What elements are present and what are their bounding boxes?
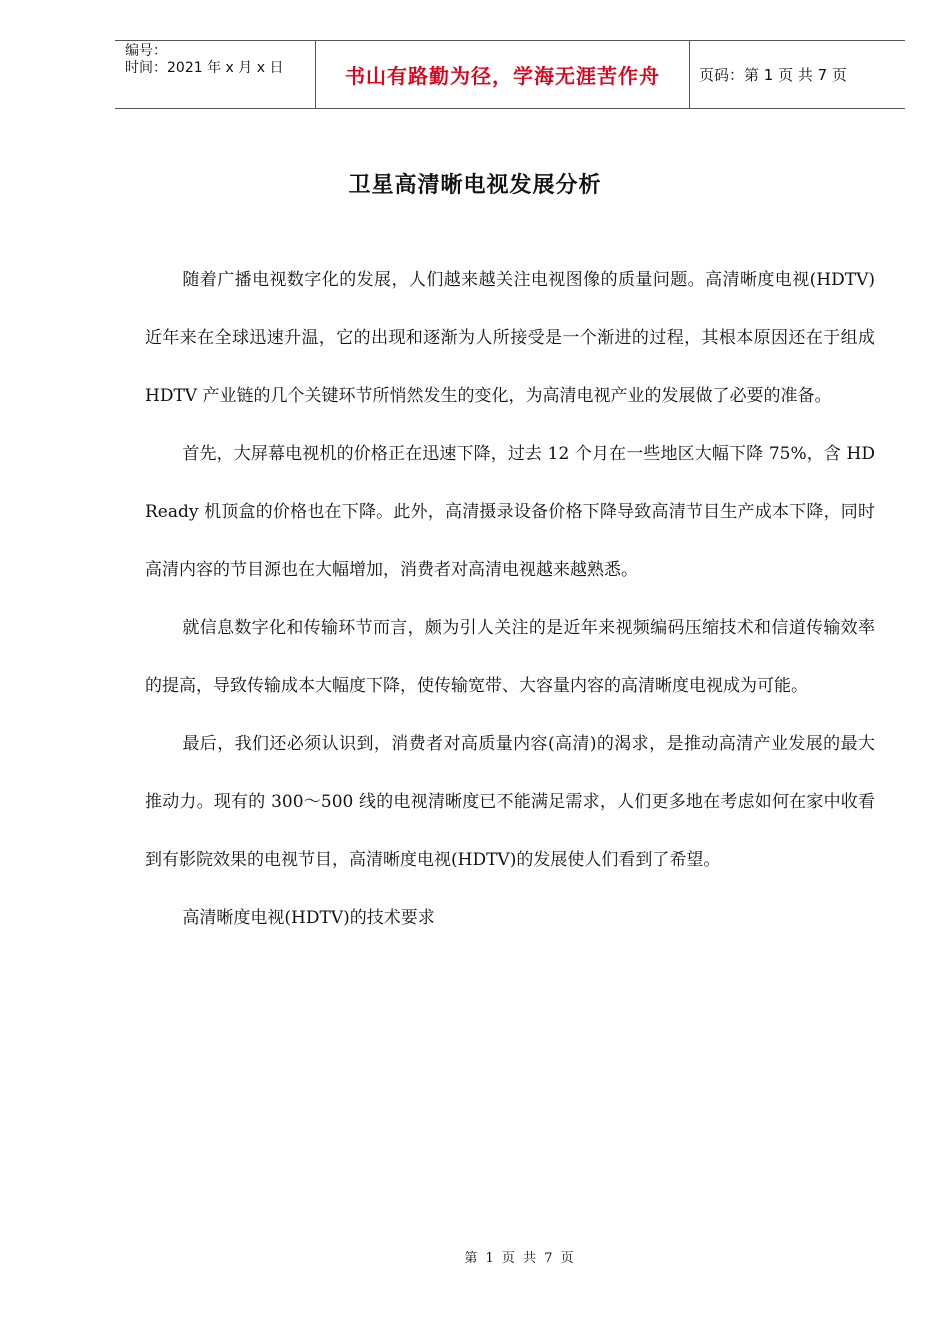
document-number-label: 编号： — [125, 43, 167, 59]
paragraph-2: 首先，大屏幕电视机的价格正在迅速下降，过去 12 个月在一些地区大幅下降 75%，含 HD Ready 机顶盒的价格也在下降。此外，高清摄录设备价格下降导致高清节目生产成本下降，同时高清内容的节目源也在大幅增加，消费者对高清电视越来越熟悉。 — [145, 444, 875, 580]
header-motto: 书山有路勤为径，学海无涯苦作舟 — [316, 41, 690, 108]
paragraph-1: 随着广播电视数字化的发展，人们越来越关注电视图像的质量问题。高清晰度电视(HDTV)近年来在全球迅速升温，它的出现和逐渐为人所接受是一个渐进的过程，其根本原因还在于组成 HDTV 产业链的几个关键环节所悄然发生的变化，为高清电视产业的发展做了必要的准备。 — [145, 270, 875, 406]
document-title: 卫星高清晰电视发展分析 — [348, 172, 602, 198]
header-page-info: 页码：第 1 页 共 7 页 — [699, 66, 847, 84]
page-header — [115, 40, 905, 109]
page-footer: 第 1 页 共 7 页 — [464, 1251, 576, 1266]
paragraph-4: 最后，我们还必须认识到，消费者对高质量内容(高清)的渴求，是推动高清产业发展的最大推动力。现有的 300～500 线的电视清晰度已不能满足需求，人们更多地在考虑如何在家中收看到有影院效果的电视节目，高清晰度电视(HDTV)的发展使人们看到了希望。 — [145, 734, 875, 870]
paragraph-3: 就信息数字化和传输环节而言，颇为引人关注的是近年来视频编码压缩技术和信道传输效率的提高，导致传输成本大幅度下降，使传输宽带、大容量内容的高清晰度电视成为可能。 — [145, 618, 875, 696]
section-heading: 高清晰度电视(HDTV)的技术要求 — [182, 908, 435, 928]
header-meta — [115, 41, 316, 108]
document-time-label: 时间：2021 年 x 月 x 日 — [125, 60, 284, 76]
document-body — [145, 251, 875, 947]
